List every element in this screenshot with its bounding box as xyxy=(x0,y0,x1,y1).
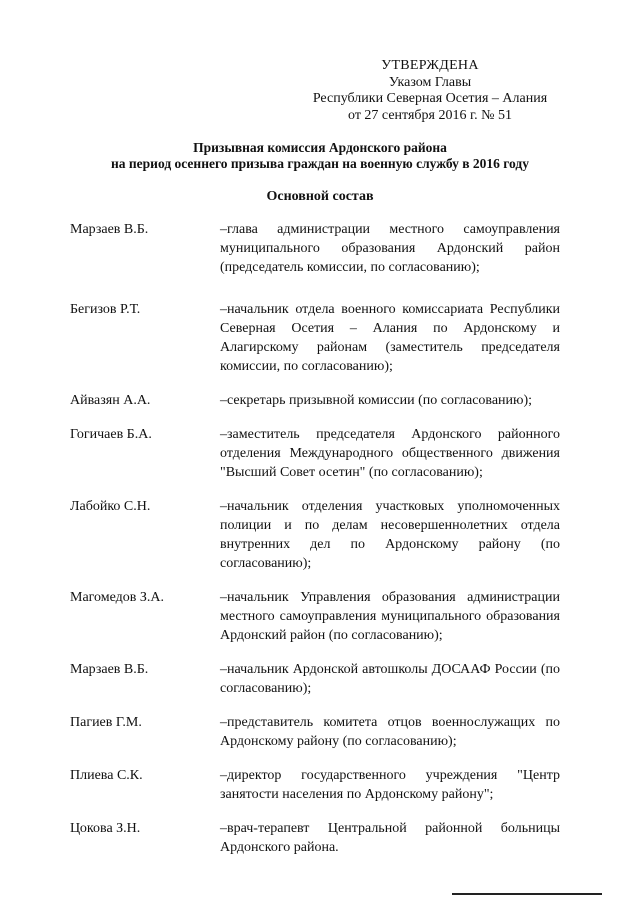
member-role: –начальник Ардонской автошколы ДОСААФ России (по согласованию); xyxy=(220,662,560,696)
member-name: Пагиев Г.М. xyxy=(70,715,142,730)
approval-line-decree: Указом Главы xyxy=(388,74,472,90)
member-role: –директор государственного учреждения "Центр занятости населения по Ардонскому району"; xyxy=(220,768,560,802)
approval-line-republic: Республики Северная Осетия – Алания xyxy=(312,91,548,106)
member-name: Бегизов Р.Т. xyxy=(70,302,141,317)
title-line-2: на период осеннего призыва граждан на военную службу в 2016 году xyxy=(111,156,529,171)
member-role: –начальник отдела военного комиссариата Республики Северная Осетия – Алания по Ардонскому и Алагирскому районам (заместитель председателя комиссии, по согласованию); xyxy=(220,302,560,374)
member-name: Марзаев В.Б. xyxy=(70,222,149,237)
member-row xyxy=(70,497,560,573)
footer-divider xyxy=(452,893,602,895)
member-role: –заместитель председателя Ардонского районного отделения Международного общественного движения "Высший Совет осетин" (по согласованию); xyxy=(220,427,560,480)
member-name: Айвазян А.А. xyxy=(70,393,151,408)
member-role: –начальник отделения участковых уполномоченных полиции и по делам несовершеннолетних отдела внутренних дел по Ардонскому району (по согласованию); xyxy=(220,499,560,571)
member-role: –представитель комитета отцов военнослужащих по Ардонскому району (по согласованию); xyxy=(220,715,560,749)
member-row xyxy=(70,425,560,482)
approval-line-date: от 27 сентября 2016 г. № 51 xyxy=(348,107,512,123)
title-line-1: Призывная комиссия Ардонского района xyxy=(193,140,447,155)
member-row xyxy=(70,300,560,376)
member-row xyxy=(70,220,560,277)
members-list xyxy=(70,220,560,857)
member-role: –начальник Управления образования администрации местного самоуправления муниципального образования Ардонский район (по согласованию); xyxy=(220,590,560,643)
section-title: Основной состав xyxy=(266,189,374,204)
member-row xyxy=(70,766,560,804)
member-role: –врач-терапевт Центральной районной больницы Ардонского района. xyxy=(220,821,560,855)
member-name: Цокова З.Н. xyxy=(70,821,141,836)
member-role: –глава администрации местного самоуправления муниципального образования Ардонский район (председатель комиссии, по согласованию); xyxy=(220,222,560,275)
member-row xyxy=(70,819,560,857)
member-role: –секретарь призывной комиссии (по согласованию); xyxy=(220,393,533,408)
member-name: Плиева С.К. xyxy=(70,768,143,783)
member-row xyxy=(70,713,560,751)
member-name: Гогичаев Б.А. xyxy=(70,427,152,442)
member-row xyxy=(70,391,560,410)
member-row xyxy=(70,660,560,698)
member-row xyxy=(70,588,560,645)
member-name: Магомедов З.А. xyxy=(70,590,165,605)
member-name: Марзаев В.Б. xyxy=(70,662,149,677)
approval-stamp-block xyxy=(300,58,560,124)
member-name: Лабойко С.Н. xyxy=(70,499,151,514)
approval-status: УТВЕРЖДЕНА xyxy=(381,58,479,73)
document-title xyxy=(60,140,580,172)
